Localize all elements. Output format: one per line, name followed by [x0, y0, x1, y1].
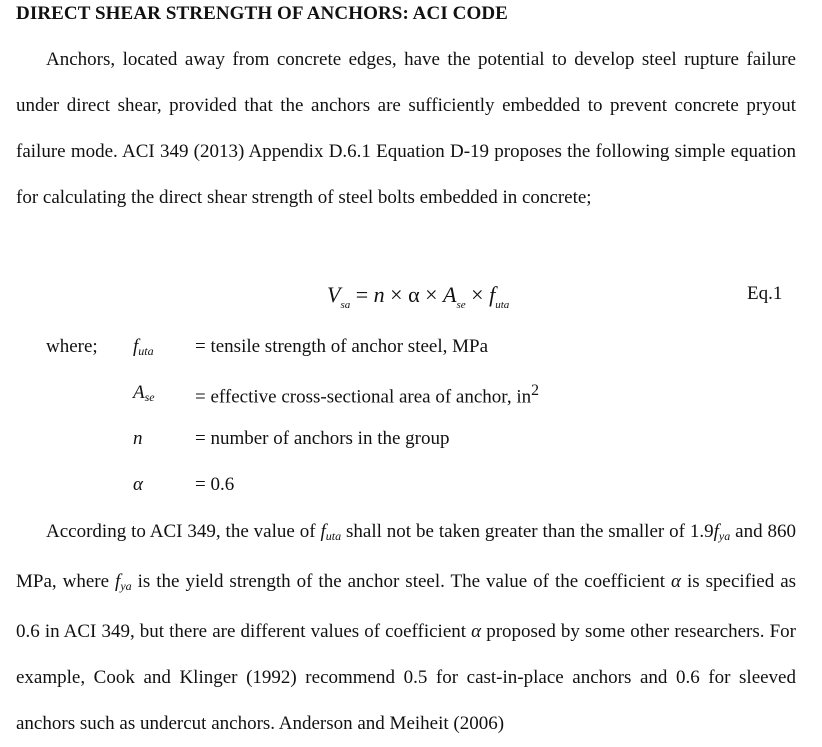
intro-paragraph [16, 37, 796, 221]
definition-text [195, 428, 450, 450]
definition-text [195, 336, 488, 358]
p2-sym-futa-sub: uta [325, 529, 342, 543]
definition-text [195, 382, 539, 408]
where-label: where; [46, 336, 98, 357]
eq-lhs: V [327, 282, 341, 307]
definition-row [0, 382, 822, 428]
p2-sym-fya [714, 521, 731, 542]
shear-strength-equation [327, 282, 509, 311]
definition-symbol [133, 336, 154, 359]
p2-sym-fya-sub: ya [718, 529, 731, 543]
eq-lhs-sub: sa [340, 299, 351, 311]
definition-text-main: = effective cross-sectional area of anchor, in [195, 386, 532, 408]
aci-limits-paragraph [16, 509, 796, 747]
p2-text-2: shall not be taken greater than the smaller of 1.9 [341, 521, 714, 542]
definition-symbol-main: n [133, 428, 143, 449]
definition-text-main: = number of anchors in the group [195, 428, 450, 449]
section-heading: DIRECT SHEAR STRENGTH OF ANCHORS: ACI CODE [16, 3, 508, 24]
aci-limits-paragraph-text [16, 509, 796, 747]
eq-a-sub: se [456, 299, 466, 311]
eq-times-2: × [419, 282, 444, 307]
p2-sym-futa [320, 521, 341, 542]
eq-equals: = [350, 282, 374, 307]
eq-times-3: × [465, 282, 490, 307]
p2-text-1: According to ACI 349, the value of [46, 521, 321, 542]
eq-times-1: × [384, 282, 409, 307]
definition-symbol [133, 382, 155, 405]
eq-a: A [443, 282, 457, 307]
definition-text-main: = 0.6 [195, 474, 235, 495]
definition-text [195, 474, 234, 496]
eq-alpha: α [408, 282, 420, 307]
definition-symbol-sub: se [144, 390, 155, 404]
definition-symbol-main: f [133, 336, 139, 357]
definition-symbol-main: A [133, 382, 145, 403]
definition-row [0, 336, 822, 382]
definition-symbol-sub: uta [138, 344, 154, 358]
p2-sym-fya-2-sub: ya [120, 579, 132, 593]
definition-symbol-main: α [133, 474, 143, 495]
p2-sym-alpha: α [671, 571, 681, 592]
definition-row [0, 428, 822, 474]
p2-text-4: is the yield strength of the anchor steel. The value of the coefficient [131, 571, 672, 592]
eq-f-sub: uta [495, 299, 510, 311]
p2-text-5: is specified as 0.6 in ACI 349, but there are different values of coefficient [16, 571, 797, 642]
p2-sym-alpha-2: α [471, 621, 482, 642]
definition-text-main: = tensile strength of anchor steel, MPa [195, 336, 489, 357]
eq-n: n [373, 282, 385, 307]
p2-sym-fya-main: f [713, 521, 719, 542]
definition-symbol [133, 428, 143, 450]
intro-paragraph-text: Anchors, located away from concrete edges, have the potential to develop steel rupture failure under direct shear, provided that the anchors are sufficiently embedded to prevent concrete pryout failure mode. ACI 349 (2013) Appendix D.6.1 Equation D-19 proposes the following simple equation for calculating the direct shear strength of steel bolts embedded in concrete; [16, 49, 796, 208]
definition-symbol [133, 474, 143, 496]
p2-sym-fya-2 [115, 571, 132, 592]
eq-f: f [489, 282, 496, 307]
equation-number: Eq.1 [747, 283, 783, 304]
p2-text-6: proposed by some other researchers. For example, Cook and Klinger (1992) recommend 0.5 for cast-in-place anchors and 0.6 for sleeved anchors such as undercut anchors. Anderson and Meiheit (2006) [16, 621, 796, 734]
definition-text-sup: 2 [531, 382, 540, 399]
p2-sym-fya-2-main: f [115, 571, 121, 592]
p2-sym-futa-main: f [320, 521, 326, 542]
p2-text-3: and 860 MPa, where [16, 521, 796, 592]
